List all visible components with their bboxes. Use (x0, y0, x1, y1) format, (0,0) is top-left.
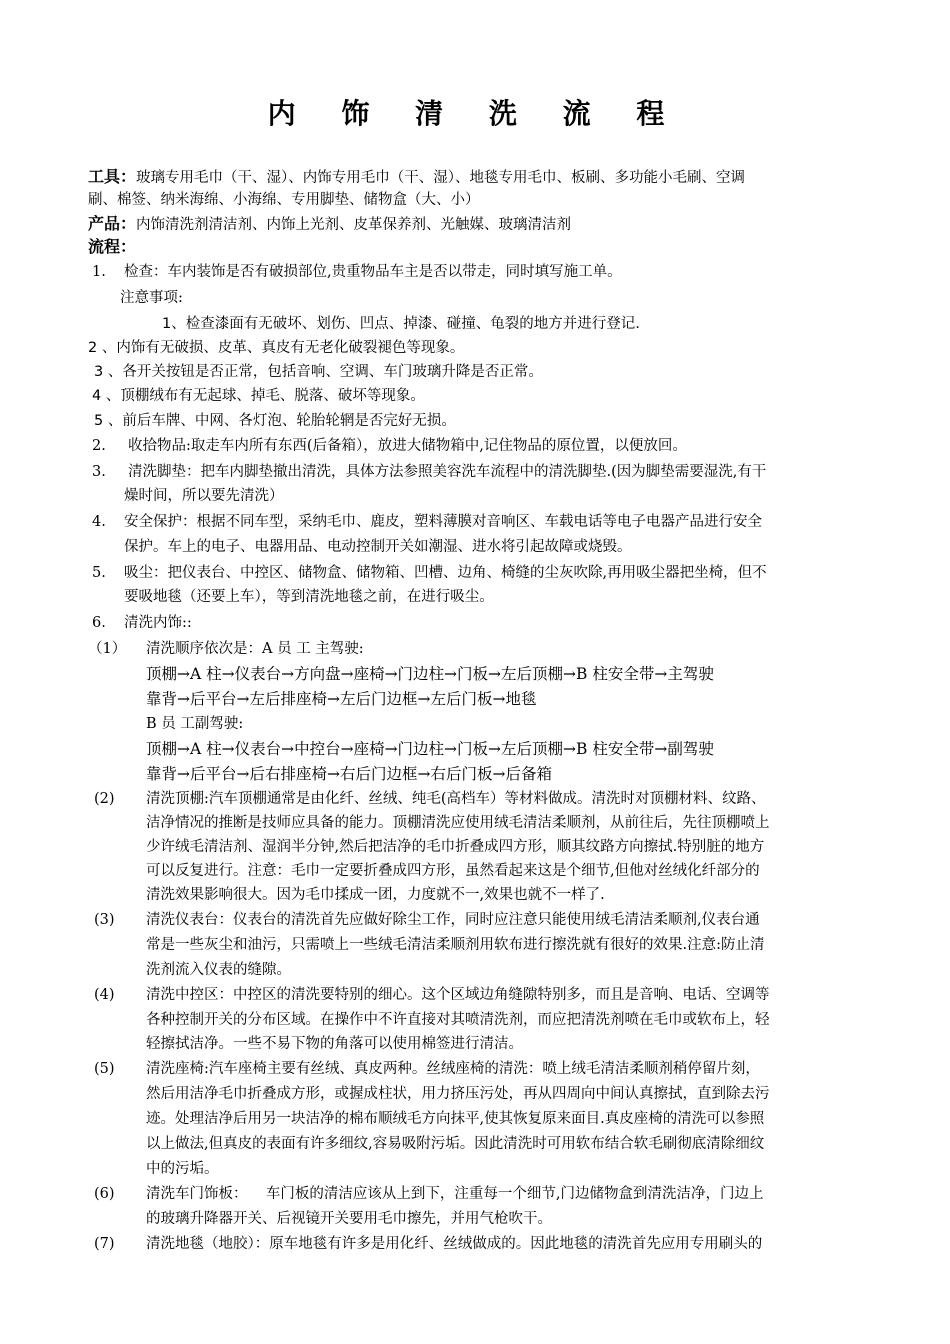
sub-3-line-1: 清洗仪表台：仪表台的清洗首先应做好除尘工作，同时应注意只能使用绒毛清洁柔顺剂,仪表台通 (146, 912, 760, 928)
step-2-text: 收拾物品:取走车内所有东西(后备箱），放进大储物箱中,记住物品的原位置，以便放回。 (128, 438, 687, 454)
sub-7-line-1: 清洗地毯（地胶）：原车地毯有许多是用化纤、丝绒做成的。因此地毯的清洗首先应用专用刷头的 (146, 1236, 763, 1252)
step-5-number: 5. (92, 565, 106, 581)
step-3-line-2: 燥时间，所以要先清洗） (124, 488, 284, 504)
sub-1-line-3: 靠背→后平台→左后排座椅→左后门边框→左后门板→地毯 (146, 690, 537, 708)
step-1-note-2: 2 、内饰有无破损、皮革、真皮有无老化破裂褪色等现象。 (88, 340, 465, 356)
sub-6-number: (6) (94, 1186, 115, 1202)
sub-1-line-2: 顶棚→A 柱→仪表台→方向盘→座椅→门边柱→门板→左后顶棚→B 柱安全带→主驾驶 (146, 665, 714, 683)
sub-2-line-1: 清洗顶棚:汽车顶棚通常是由化纤、丝绒、纯毛(高档车）等材料做成。清洗时对顶棚材料、纹路、 (146, 791, 766, 807)
step-6-text: 清洗内饰:: (124, 615, 192, 631)
products-text: 内饰清洗剂清洁剂、内饰上光剂、皮革保养剂、光触媒、玻璃清洁剂 (136, 217, 572, 233)
sub-3-line-3: 洗剂流入仪表的缝隙。 (146, 962, 291, 978)
sub-4-line-2: 各种控制开关的分布区域。在操作中不许直接对其喷清洗剂，而应把清洗剂喷在毛巾或软布上，轻 (146, 1012, 770, 1028)
step-6-number: 6. (92, 615, 106, 631)
sub-4-line-3: 轻擦拭洁净。一些不易下物的角落可以使用棉签进行清洁。 (146, 1036, 523, 1052)
process-label: 流程： (88, 237, 137, 256)
step-1-note-4: 4 、顶棚绒布有无起球、掉毛、脱落、破坏等现象。 (92, 388, 425, 404)
products-label: 产品： (88, 214, 137, 233)
sub-5-line-1: 清洗座椅:汽车座椅主要有丝绒、真皮两种。丝绒座椅的清洗：喷上绒毛清洁柔顺剂稍停留片刻， (146, 1061, 760, 1077)
sub-5-line-3: 迹。处理洁净后用另一块洁净的棉布顺绒毛方向抹平,使其恢复原来面目.真皮座椅的清洗可以参照 (146, 1111, 765, 1127)
tools-line-2: 刷、棉签、纳米海绵、小海绵、专用脚垫、储物盒（大、小） (88, 192, 480, 208)
step-5-line-1: 吸尘：把仪表台、中控区、储物盒、储物箱、凹槽、边角、椅缝的尘灰吹除,再用吸尘器把坐椅，但不 (124, 565, 767, 581)
products-line (88, 214, 571, 235)
sub-2-number: (2) (94, 791, 115, 807)
sub-3-number: (3) (94, 912, 115, 928)
sub-1-line-4: B 员 工副驾驶: (146, 716, 244, 732)
step-5-line-2: 要吸地毯（还要上车），等到清洗地毯之前，在进行吸尘。 (124, 589, 494, 605)
sub-2-line-3: 少许绒毛清洁剂、湿润半分钟,然后把洁净的毛巾折叠成四方形，顺其纹路方向擦拭.特别脏的地方 (146, 839, 765, 855)
sub-4-line-1: 清洗中控区：中控区的清洗要特别的细心。这个区域边角缝隙特别多，而且是音响、电话、空调等 (146, 987, 770, 1003)
step-4-line-1: 安全保护：根据不同车型，采纳毛巾、鹿皮，塑料薄膜对音响区、车载电话等电子电器产品进行安全 (124, 514, 762, 530)
sub-1-line-6: 靠背→后平台→后右排座椅→右后门边框→右后门板→后备箱 (146, 765, 552, 783)
sub-5-line-4: 以上做法,但真皮的表面有许多细纹,容易吸附污垢。因此清洗时可用软布结合软毛刷彻底清除细纹 (146, 1136, 765, 1152)
sub-5-line-5: 中的污垢。 (146, 1161, 219, 1177)
sub-1-line-1: 清洗顺序依次是：A 员 工 主驾驶: (146, 641, 364, 657)
tools-line-1 (88, 167, 745, 188)
sub-2-line-5: 清洗效果影响很大。因为毛巾揉成一团，力度就不一,效果也就不一样了. (146, 887, 605, 903)
step-4-number: 4. (92, 514, 106, 530)
sub-6-line-1: 清洗车门饰板： 车门板的清洁应该从上到下，注重每一个细节,门边储物盒到清洗洁净，门边上 (146, 1186, 764, 1202)
step-1-text: 检查：车内装饰是否有破损部位,贵重物品车主是否以带走，同时填写施工单。 (124, 264, 622, 280)
tools-text-1: 玻璃专用毛巾（干、湿）、内饰专用毛巾（干、湿）、地毯专用毛巾、板刷、多功能小毛刷、空调 (136, 170, 746, 186)
sub-2-line-4: 可以反复进行。注意：毛巾一定要折叠成四方形，虽然看起来这是个细节,但他对丝绒化纤部分的 (146, 863, 760, 879)
step-1-note-5: 5 、前后车牌、中网、各灯泡、轮胎轮辋是否完好无损。 (94, 413, 456, 429)
tools-label: 工具： (88, 167, 137, 186)
sub-6-line-2: 的玻璃升降器开关、后视镜开关要用毛巾擦先，并用气枪吹干。 (146, 1211, 552, 1227)
sub-4-number: (4) (94, 987, 115, 1003)
sub-1-line-5: 顶棚→A 柱→仪表台→中控台→座椅→门边柱→门板→左后顶棚→B 柱安全带→副驾驶 (146, 740, 714, 758)
step-1-note-label: 注意事项: (120, 290, 183, 306)
sub-5-number: (5) (94, 1061, 115, 1077)
step-3-number: 3. (92, 464, 106, 480)
step-1-note-1: 1、检查漆面有无破坏、划伤、凹点、掉漆、碰撞、龟裂的地方并进行登记. (162, 316, 640, 332)
step-2-number: 2. (92, 438, 106, 454)
sub-1-number: （1） (88, 641, 127, 657)
step-1-note-3: 3 、各开关按钮是否正常，包括音响、空调、车门玻璃升降是否正常。 (94, 364, 543, 380)
step-3-line-1: 清洗脚垫：把车内脚垫撤出清洗，具体方法参照美容洗车流程中的清洗脚垫.(因为脚垫需要湿洗,有干 (128, 464, 767, 480)
step-4-line-2: 保护。车上的电子、电器用品、电动控制开关如潮湿、进水将引起故障或烧毁。 (124, 539, 632, 555)
sub-3-line-2: 常是一些灰尘和油污，只需喷上一些绒毛清洁柔顺剂用软布进行擦洗就有很好的效果.注意:防止清 (146, 937, 765, 953)
sub-5-line-2: 然后用洁净毛巾折叠成方形，或握成柱状，用力挤压污处，再从四周向中间认真擦拭，直到除去污 (146, 1086, 770, 1102)
step-1-number: 1. (92, 264, 106, 280)
sub-7-number: (7) (94, 1236, 115, 1252)
page-title: 内 饰 清 洗 流 程 (267, 97, 683, 130)
sub-2-line-2: 洁净情况的推断是技师应具备的能力。顶棚清洗应使用绒毛清洁柔顺剂，从前往后，先往顶棚喷上 (146, 815, 770, 831)
